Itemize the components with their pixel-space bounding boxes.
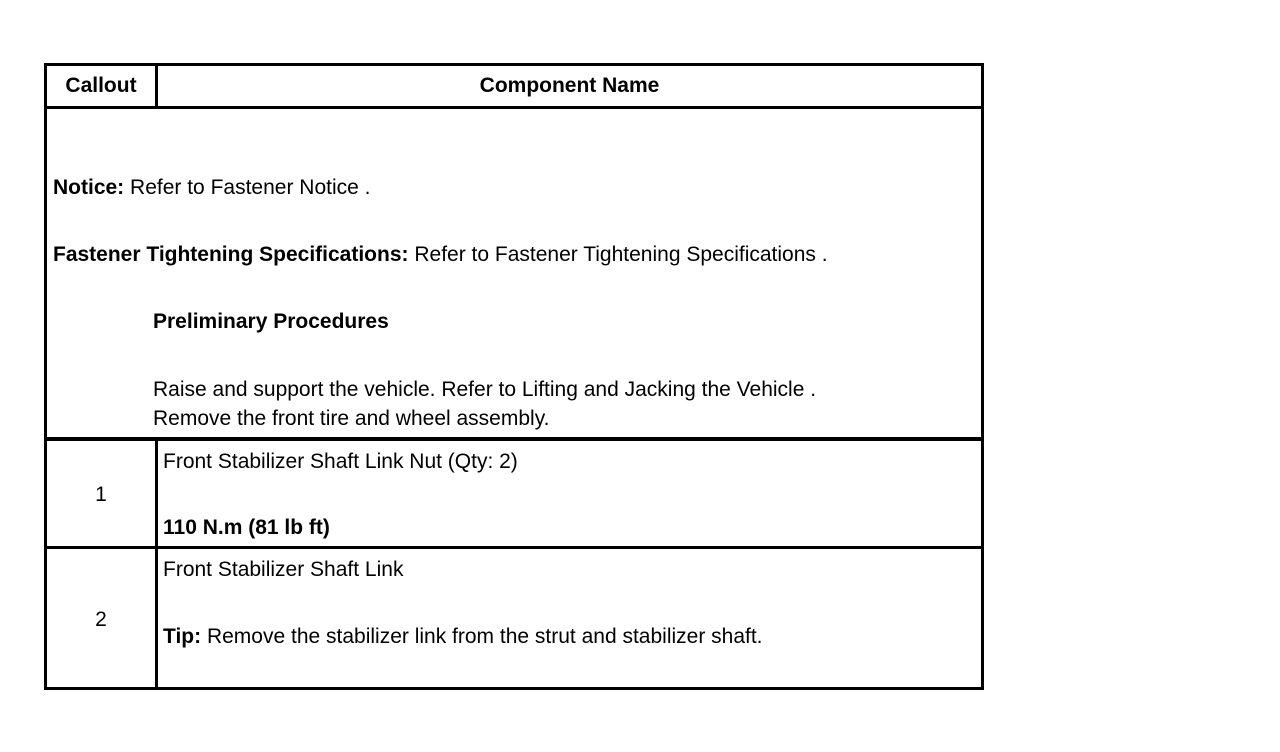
row-component-2: Front Stabilizer Shaft Link — [163, 558, 404, 581]
tip-line — [163, 625, 763, 649]
row-callout-1: 1 — [95, 483, 107, 506]
row-torque-1: 110 N.m (81 lb ft) — [163, 516, 330, 539]
rows-column-divider — [155, 438, 158, 690]
procedure-table — [44, 63, 984, 690]
component-name-header: Component Name — [479, 74, 660, 97]
tip-text: Remove the stabilizer link from the strut and stabilizer shaft. — [206, 625, 763, 648]
notice-label: Notice: — [53, 176, 125, 199]
header-divider — [47, 106, 981, 109]
tip-label: Tip: — [163, 625, 202, 648]
preliminary-step: Remove the front tire and wheel assembly. — [153, 407, 550, 430]
row-callout-2: 2 — [95, 608, 107, 631]
intro-divider — [47, 437, 981, 441]
specs-text: Refer to Fastener Tightening Specifications . — [414, 243, 828, 266]
row-component-1: Front Stabilizer Shaft Link Nut (Qty: 2) — [163, 450, 518, 473]
specs-line — [53, 243, 828, 267]
notice-line — [53, 176, 370, 200]
notice-text: Refer to Fastener Notice . — [130, 176, 371, 199]
specs-label: Fastener Tightening Specifications: — [53, 243, 409, 266]
preliminary-procedures-title: Preliminary Procedures — [153, 310, 389, 333]
callout-header: Callout — [65, 74, 137, 97]
preliminary-step: Raise and support the vehicle. Refer to Lifting and Jacking the Vehicle . — [153, 378, 817, 401]
row1-divider — [47, 546, 981, 549]
